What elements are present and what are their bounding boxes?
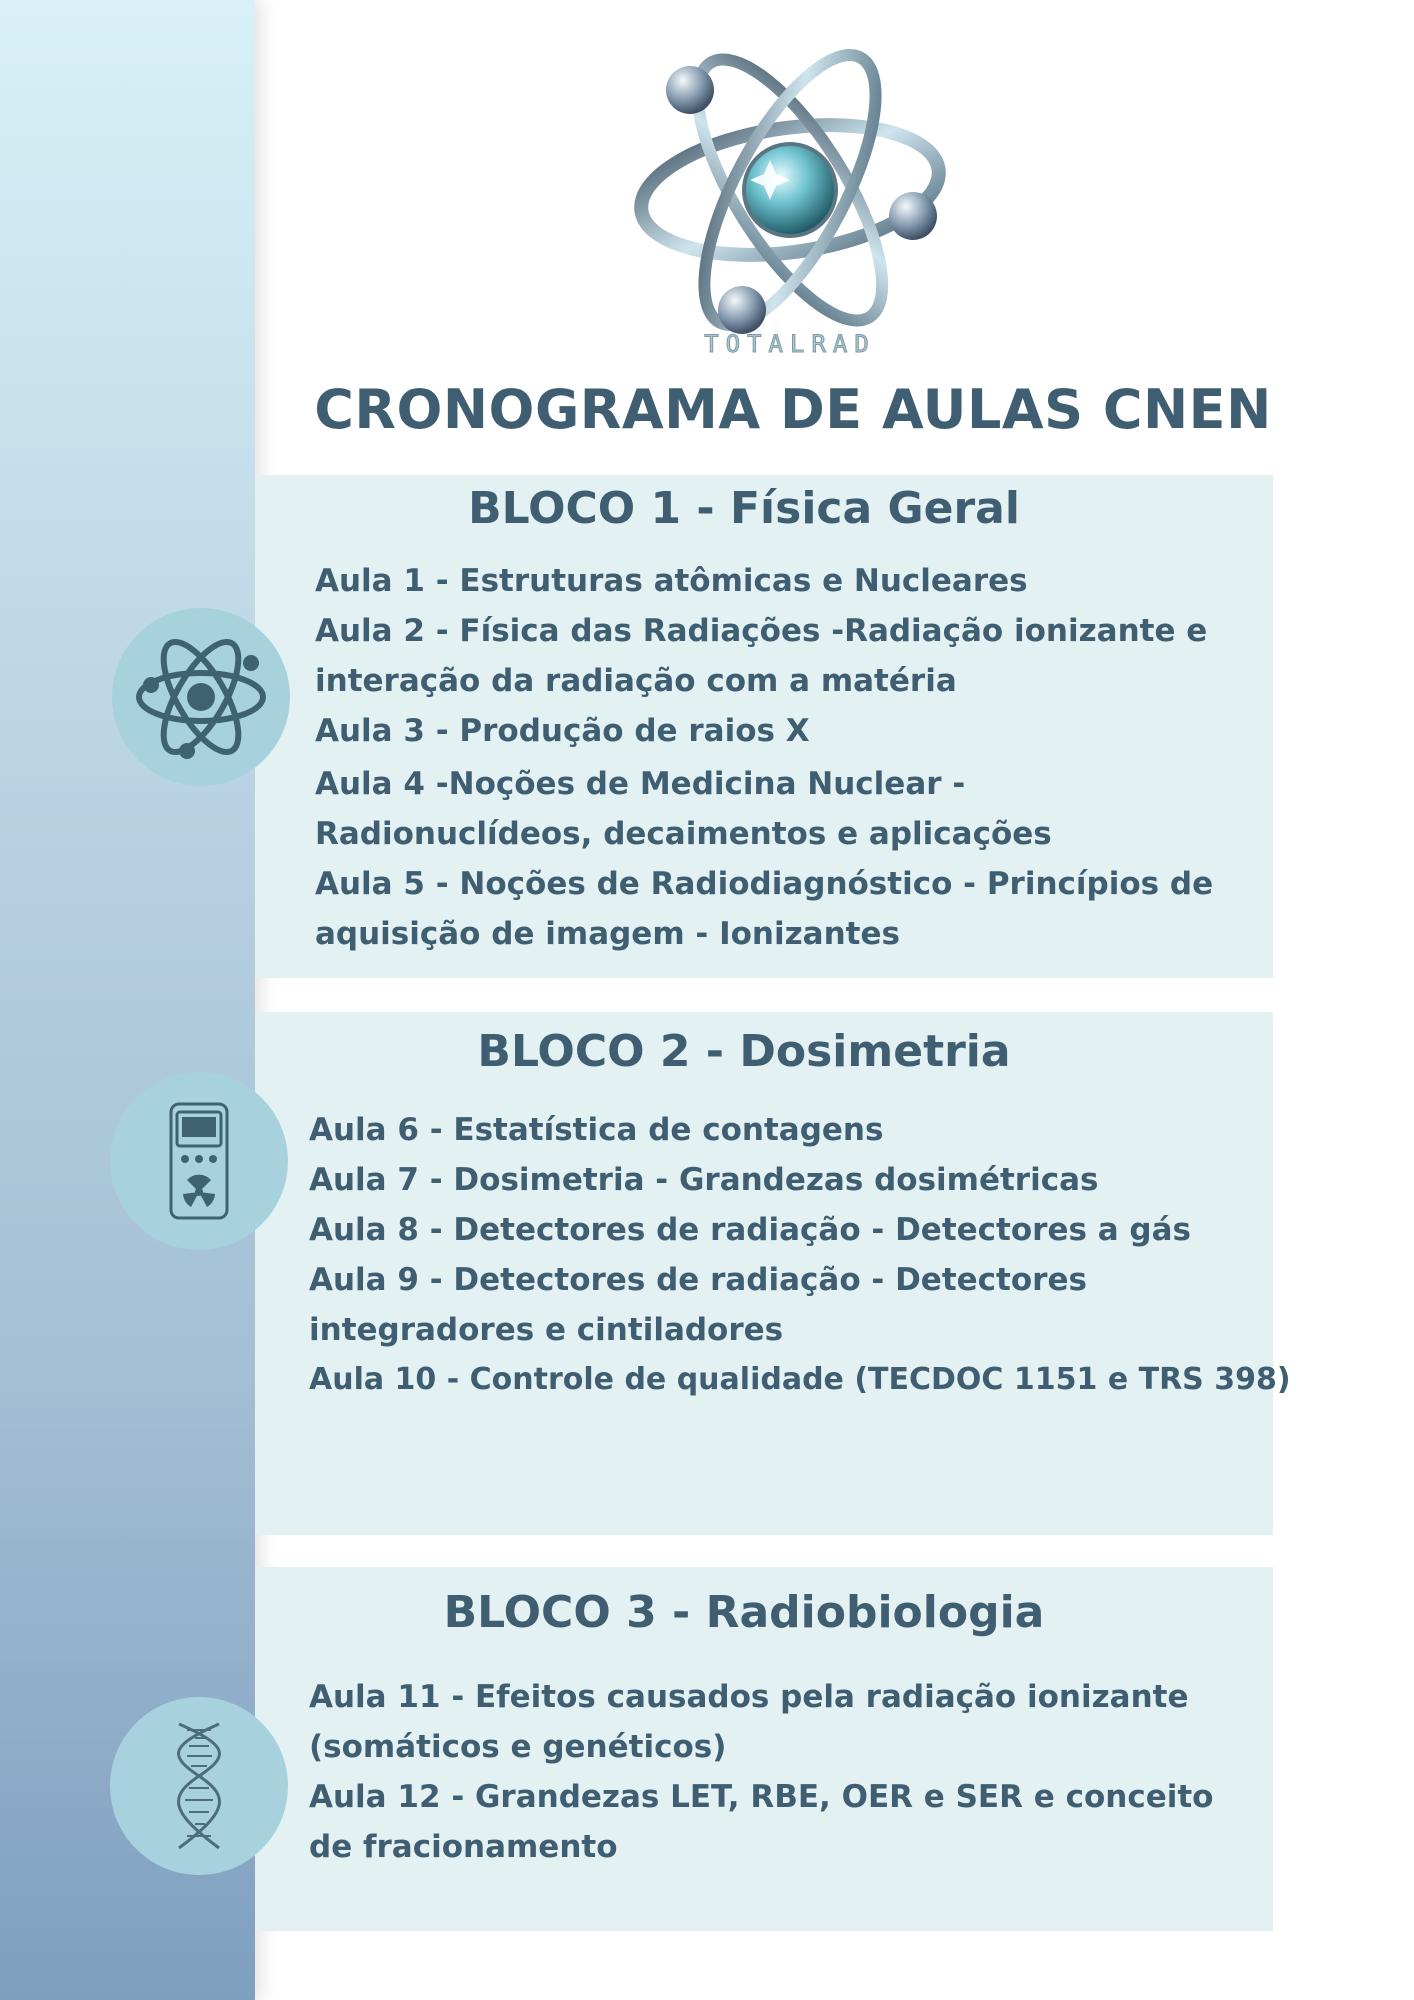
block-title: BLOCO 1 - Física Geral bbox=[468, 483, 1020, 534]
brand-name: TOTALRAD bbox=[704, 330, 876, 358]
lesson-item: Aula 6 - Estatística de contagens bbox=[309, 1112, 884, 1148]
lesson-item: Aula 10 - Controle de qualidade (TECDOC 1151 e TRS 398) bbox=[309, 1362, 1291, 1397]
lesson-item: Aula 5 - Noções de Radiodiagnóstico - Princípios de aquisição de imagem - Ionizantes bbox=[315, 866, 1214, 952]
lesson-item: Aula 1 - Estruturas atômicas e Nucleares bbox=[315, 563, 1028, 599]
block-fisica-geral bbox=[255, 475, 1273, 978]
block-radiobiologia bbox=[255, 1567, 1273, 1931]
lesson-item: Aula 4 -Noções de Medicina Nuclear - Radionuclídeos, decaimentos e aplicações bbox=[315, 766, 1052, 852]
lesson-item: Aula 12 - Grandezas LET, RBE, OER e SER e conceito de fracionamento bbox=[309, 1779, 1214, 1865]
lesson-item: Aula 9 - Detectores de radiação - Detectores integradores e cintiladores bbox=[309, 1262, 1087, 1348]
dna-icon bbox=[110, 1697, 288, 1875]
lesson-item: Aula 2 - Física das Radiações -Radiação ionizante e interação da radiação com a matéria bbox=[315, 613, 1208, 699]
page-title: CRONOGRAMA DE AULAS CNEN bbox=[314, 378, 1272, 441]
atom-logo-icon bbox=[620, 30, 960, 360]
atom-icon bbox=[112, 608, 290, 786]
lesson-item: Aula 7 - Dosimetria - Grandezas dosimétricas bbox=[309, 1162, 1099, 1198]
lesson-list bbox=[255, 1672, 1273, 1872]
lesson-item: Aula 8 - Detectores de radiação - Detectores a gás bbox=[309, 1212, 1191, 1248]
block-title: BLOCO 2 - Dosimetria bbox=[477, 1026, 1011, 1077]
lesson-list bbox=[255, 1105, 1291, 1405]
block-dosimetria bbox=[255, 1012, 1291, 1535]
lesson-item: Aula 3 - Produção de raios X bbox=[315, 713, 810, 749]
block-title: BLOCO 3 - Radiobiologia bbox=[443, 1587, 1045, 1638]
lesson-list bbox=[255, 556, 1273, 959]
lesson-item: Aula 11 - Efeitos causados pela radiação ionizante (somáticos e genéticos) bbox=[309, 1679, 1189, 1765]
dosimeter-icon bbox=[110, 1072, 288, 1250]
